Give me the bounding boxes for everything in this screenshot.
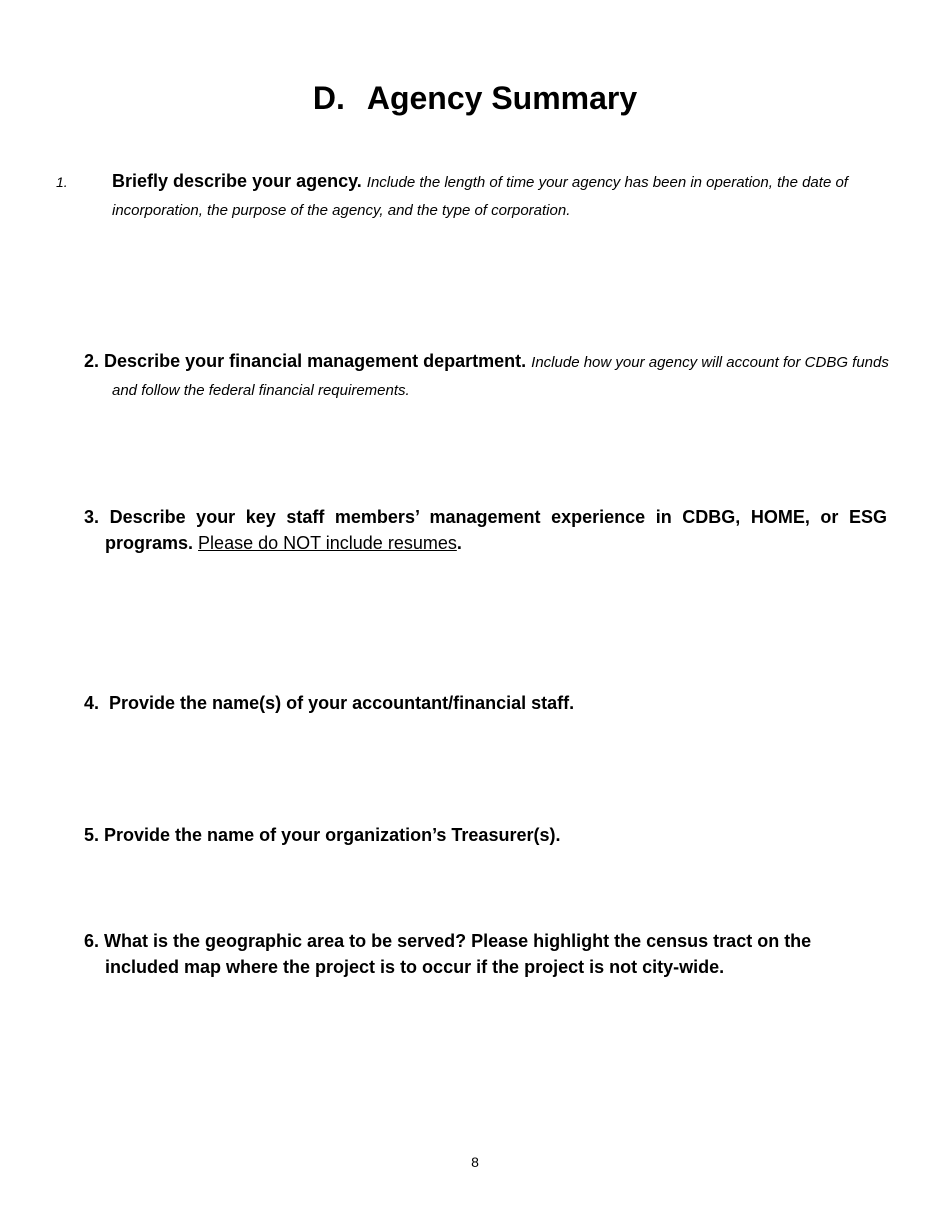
question-2-instructions: Include how your agency will account for CDBG funds and follow the federal financial requirements. [112,354,889,399]
question-3 [84,504,887,556]
question-5 [84,822,866,848]
question-1-heading: Briefly describe your agency. [112,171,362,191]
question-2 [84,348,894,404]
question-4-heading: Provide the name(s) of your accountant/financial staff. [109,693,575,713]
section-letter: D. [312,80,345,116]
page-number: 8 [471,1154,479,1170]
question-3-heading: Describe your key staff members’ management experience in CDBG, HOME, or ESG programs. [105,507,887,553]
question-4 [84,690,866,716]
question-3-number: 3. [84,507,100,527]
question-4-number: 4. [84,693,100,713]
question-5-heading: Provide the name of your organization’s Treasurer(s). [104,825,561,845]
question-1-instructions: Include the length of time your agency has been in operation, the date of incorporation, the purpose of the agency, and the type of corporation. [112,174,848,219]
question-3-period: . [456,533,462,553]
question-6 [84,928,887,980]
section-title: Agency Summary [366,80,638,116]
question-3-note: Please do NOT include resumes [198,533,457,553]
question-1-number: 1. [56,174,68,190]
question-2-heading: Describe your financial management department. [104,351,527,371]
question-6-number: 6. [84,931,100,951]
page-title [0,80,950,117]
question-6-heading: What is the geographic area to be served? Please highlight the census tract on the included map where the project is to occur if the project is not city-wide. [104,931,812,977]
question-1 [56,168,894,224]
question-2-number: 2. [84,351,100,371]
question-5-number: 5. [84,825,100,845]
